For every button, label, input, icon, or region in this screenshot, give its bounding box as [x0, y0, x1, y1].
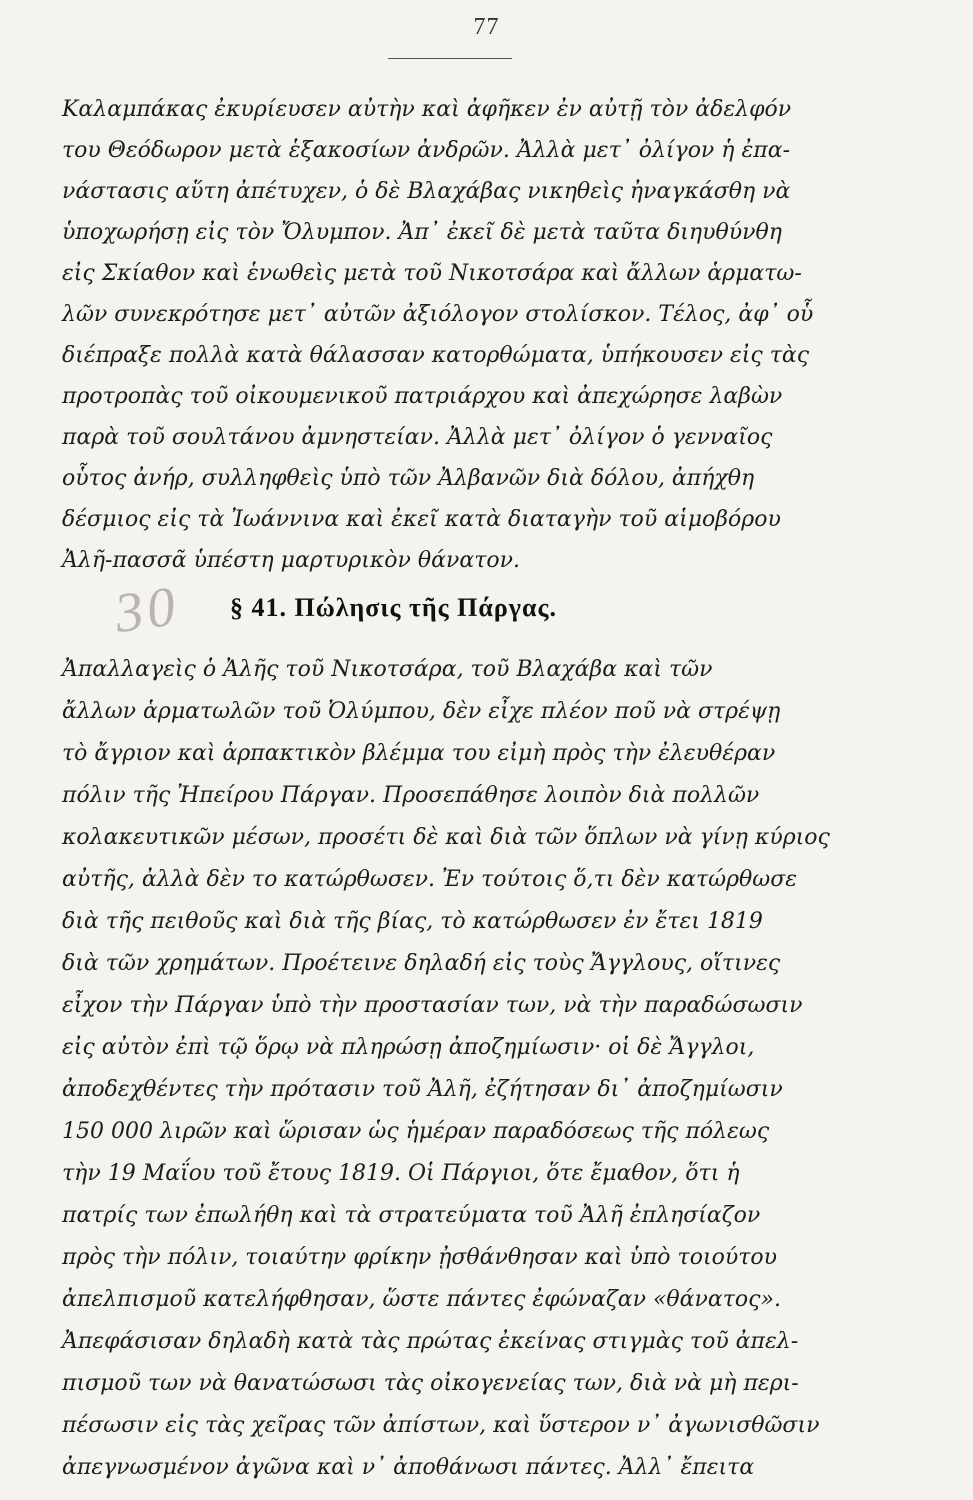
text-line: τὴν 19 Μαΐου τοῦ ἔτους 1819. Οἱ Πάργιοι, ὅτε ἔμαθον, ὅτι ἡ [62, 1161, 740, 1186]
text-line: ἄλλων ἁρματωλῶν τοῦ Ὀλύμπου, δὲν εἶχε πλέον ποῦ νὰ στρέψῃ [62, 699, 781, 724]
text-line: πέσωσιν εἰς τὰς χεῖρας τῶν ἀπίστων, καὶ ὕστερον ν᾽ ἀγωνισθῶσιν [62, 1413, 820, 1438]
page-number-rule [388, 58, 512, 59]
text-line: του Θεόδωρον μετὰ ἑξακοσίων ἀνδρῶν. Ἀλλὰ μετ᾽ ὀλίγον ἡ ἐπα- [62, 138, 791, 163]
page-number: 77 [473, 14, 500, 40]
text-line: πατρίς των ἐπωλήθη καὶ τὰ στρατεύματα τοῦ Ἀλῆ ἐπλησίαζον [62, 1203, 761, 1228]
text-line: διὰ τῆς πειθοῦς καὶ διὰ τῆς βίας, τὸ κατώρθωσεν ἐν ἔτει 1819 [62, 909, 763, 934]
text-line: λῶν συνεκρότησε μετ᾽ αὐτῶν ἀξιόλογον στολίσκον. Τέλος, ἀφ᾽ οὗ [62, 302, 814, 327]
section-heading: § 41. Πώλησις τῆς Πάργας. [230, 593, 557, 622]
text-line: ἀπεγνωσμένον ἀγῶνα καὶ ν᾽ ἀποθάνωσι πάντες. Ἀλλ᾽ ἔπειτα [62, 1455, 755, 1480]
text-line: πόλιν τῆς Ἠπείρου Πάργαν. Προσεπάθησε λοιπὸν διὰ πολλῶν [62, 783, 760, 808]
text-line: κολακευτικῶν μέσων, προσέτι δὲ καὶ διὰ τῶν ὅπλων νὰ γίνῃ κύριος [62, 825, 830, 850]
text-line: εἰς αὐτὸν ἐπὶ τῷ ὅρῳ νὰ πληρώσῃ ἀποζημίωσιν· οἱ δὲ Ἄγγλοι, [62, 1035, 755, 1060]
text-line: διὰ τῶν χρημάτων. Προέτεινε δηλαδή εἰς τοὺς Ἄγγλους, οἵτινες [62, 951, 781, 976]
text-line: τὸ ἄγριον καὶ ἁρπακτικὸν βλέμμα του εἰμὴ πρὸς τὴν ἐλευθέραν [62, 741, 776, 766]
text-line: εἰς Σκίαθον καὶ ἑνωθεὶς μετὰ τοῦ Νικοτσάρα καὶ ἄλλων ἁρματω- [62, 261, 802, 286]
text-line: Ἀπαλλαγεὶς ὁ Ἀλῆς τοῦ Νικοτσάρα, τοῦ Βλαχάβα καὶ τῶν [62, 657, 713, 682]
text-line: νάστασις αὕτη ἀπέτυχεν, ὁ δὲ Βλαχάβας νικηθεὶς ἠναγκάσθη νὰ [62, 179, 791, 204]
text-line: ὑποχωρήσῃ εἰς τὸν Ὄλυμπον. Ἀπ᾽ ἐκεῖ δὲ μετὰ ταῦτα διηυθύνθη [62, 220, 782, 245]
text-line: Ἀπεφάσισαν δηλαδὴ κατὰ τὰς πρώτας ἐκείνας στιγμὰς τοῦ ἀπελ- [62, 1329, 799, 1354]
text-line: προτροπὰς τοῦ οἰκουμενικοῦ πατριάρχου καὶ ἀπεχώρησε λαβὼν [62, 384, 783, 409]
text-line: παρὰ τοῦ σουλτάνου ἀμνηστείαν. Ἀλλὰ μετ᾽ ὀλίγον ὁ γενναῖος [62, 425, 773, 450]
text-line: οὗτος ἀνήρ, συλληφθεὶς ὑπὸ τῶν Ἀλβανῶν διὰ δόλου, ἀπήχθη [62, 466, 755, 491]
text-line: διέπραξε πολλὰ κατὰ θάλασσαν κατορθώματα, ὑπήκουσεν εἰς τὰς [62, 343, 810, 368]
text-line: ἀποδεχθέντες τὴν πρότασιν τοῦ Ἀλῆ, ἐζήτησαν δι᾽ ἀποζημίωσιν [62, 1077, 783, 1102]
pencil-annotation: 30 [110, 574, 184, 646]
text-line: ἀπελπισμοῦ κατελήφθησαν, ὥστε πάντες ἐφώναζαν «θάνατος». [62, 1287, 781, 1312]
text-line: δέσμιος εἰς τὰ Ἰωάννινα καὶ ἐκεῖ κατὰ διαταγὴν τοῦ αἱμοβόρου [62, 507, 781, 532]
text-line: πισμοῦ των νὰ θανατώσωσι τὰς οἰκογενείας των, διὰ νὰ μὴ περι- [62, 1371, 799, 1396]
text-line: αὐτῆς, ἀλλὰ δὲν το κατώρθωσεν. Ἐν τούτοις ὅ,τι δὲν κατώρθωσε [62, 867, 798, 892]
text-line: πρὸς τὴν πόλιν, τοιαύτην φρίκην ᾐσθάνθησαν καὶ ὑπὸ τοιούτου [62, 1245, 777, 1270]
text-line: Καλαμπάκας ἐκυρίευσεν αὐτὴν καὶ ἀφῆκεν ἐν αὐτῇ τὸν ἀδελφόν [62, 97, 792, 122]
text-line: εἶχον τὴν Πάργαν ὑπὸ τὴν προστασίαν των, νὰ τὴν παραδώσωσιν [62, 993, 803, 1018]
text-line: 150 000 λιρῶν καὶ ὥρισαν ὡς ἡμέραν παραδόσεως τῆς πόλεως [62, 1119, 770, 1144]
text-line: Ἀλῆ-πασσᾶ ὑπέστη μαρτυρικὸν θάνατον. [62, 548, 520, 573]
